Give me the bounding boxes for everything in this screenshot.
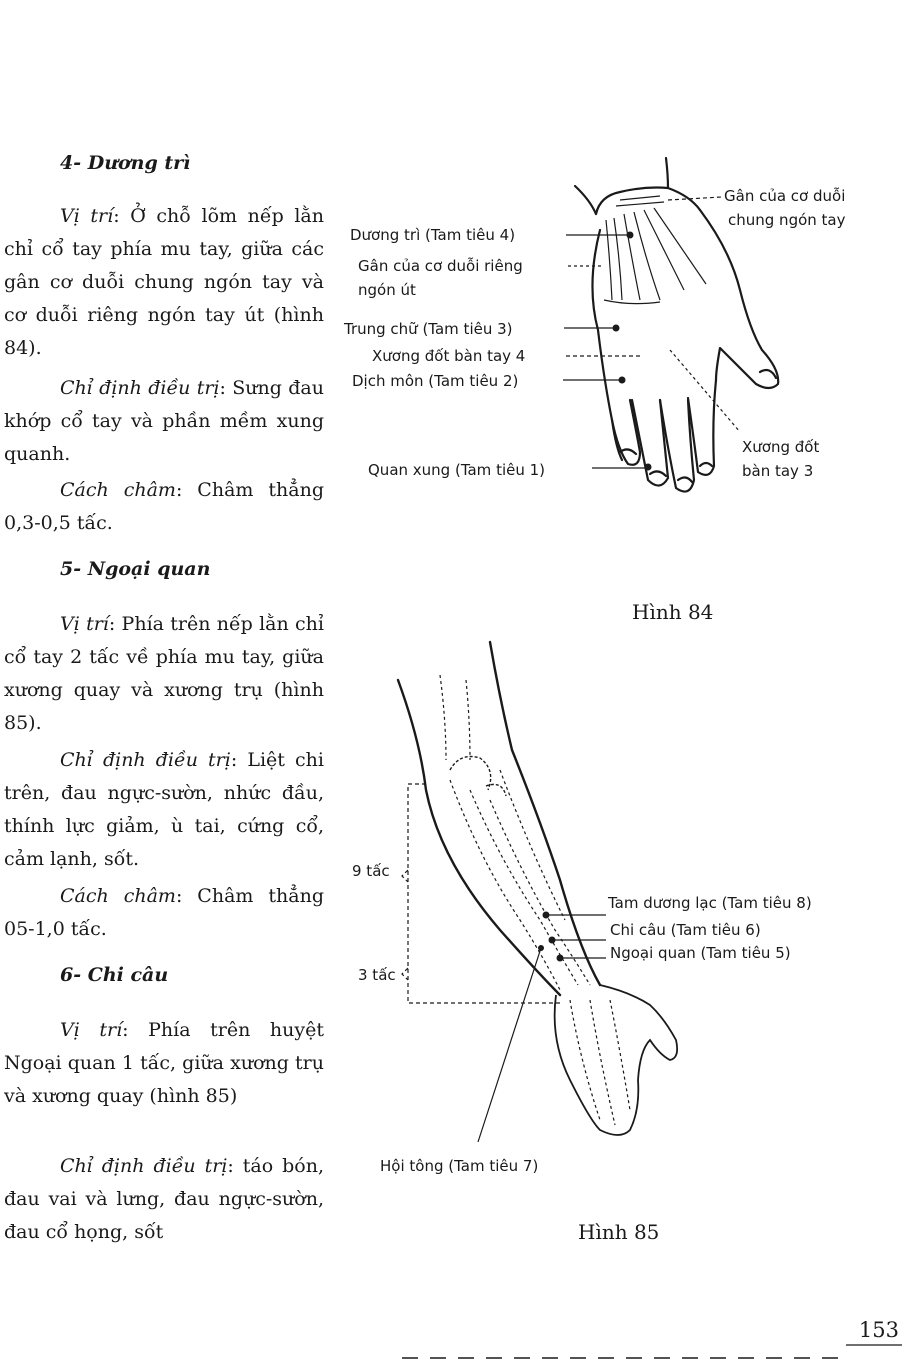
section-5-heading: 5- Ngoại quan: [60, 558, 211, 580]
figure-84-caption: Hình 84: [632, 600, 714, 624]
label-xuong-dot-3a: Xương đốt: [742, 438, 820, 456]
label-gan-chung-1: Gân của cơ duỗi: [724, 187, 846, 205]
label-gan-rieng-1: Gân của cơ duỗi riêng: [358, 257, 523, 275]
section-4-heading: 4- Dương trì: [60, 152, 191, 174]
section-6-heading: 6- Chi câu: [60, 964, 169, 986]
label-nine-tac: 9 tấc: [352, 862, 390, 880]
section-5-vi-tri: Vị trí: Phía trên nếp lằn chỉ cổ tay 2 tấc về phía mu tay, giữa xương quay và xương trụ (hình 85).: [4, 613, 324, 734]
section-6-chi-dinh: Chỉ định điều trị: táo bón, đau vai và lưng, đau ngực-sườn, đau cổ họng, sốt: [4, 1155, 324, 1243]
label-duong-tri: Dương trì (Tam tiêu 4): [350, 226, 516, 244]
section-5-chi-dinh: Chỉ định điều trị: Liệt chi trên, đau ngực-sườn, nhức đầu, thính lực giảm, ù tai, cứng cổ, cảm lạnh, sốt.: [4, 749, 324, 870]
label-xuong-dot-3b: bàn tay 3: [742, 462, 814, 480]
label-hoi-tong: Hội tông (Tam tiêu 7): [380, 1157, 539, 1175]
section-6-vi-tri: Vị trí: Phía trên huyệt Ngoại quan 1 tấc, giữa xương trụ và xương quay (hình 85): [4, 1019, 324, 1107]
label-chi-cau: Chi câu (Tam tiêu 6): [610, 921, 761, 939]
label-gan-rieng-2: ngón út: [358, 281, 416, 299]
section-4-vi-tri: Vị trí: Ở chỗ lõm nếp lằn chỉ cổ tay phía mu tay, giữa các gân cơ duỗi chung ngón tay và cơ duỗi riêng ngón tay út (hình 84).: [4, 205, 324, 359]
label-three-tac: 3 tấc: [358, 966, 396, 984]
section-4-cach-cham: Cách châm: Châm thẳng 0,3-0,5 tấc.: [4, 479, 324, 534]
label-xuong-dot-4: Xương đốt bàn tay 4: [372, 347, 526, 365]
page-number: 153: [858, 1318, 899, 1342]
label-trung-chu: Trung chữ (Tam tiêu 3): [344, 320, 513, 338]
label-gan-chung-2: chung ngón tay: [728, 211, 846, 229]
section-5-cach-cham: Cách châm: Châm thẳng 05-1,0 tấc.: [4, 885, 324, 940]
label-dich-mon: Dịch môn (Tam tiêu 2): [352, 372, 519, 390]
label-quan-xung: Quan xung (Tam tiêu 1): [368, 461, 546, 479]
section-4-chi-dinh: Chỉ định điều trị: Sưng đau khớp cổ tay và phần mềm xung quanh.: [4, 377, 324, 465]
footer-rule: [0, 1333, 921, 1363]
label-tam-duong-lac: Tam dương lạc (Tam tiêu 8): [608, 894, 812, 912]
label-ngoai-quan: Ngoại quan (Tam tiêu 5): [610, 944, 791, 962]
figure-85-caption: Hình 85: [578, 1220, 660, 1244]
